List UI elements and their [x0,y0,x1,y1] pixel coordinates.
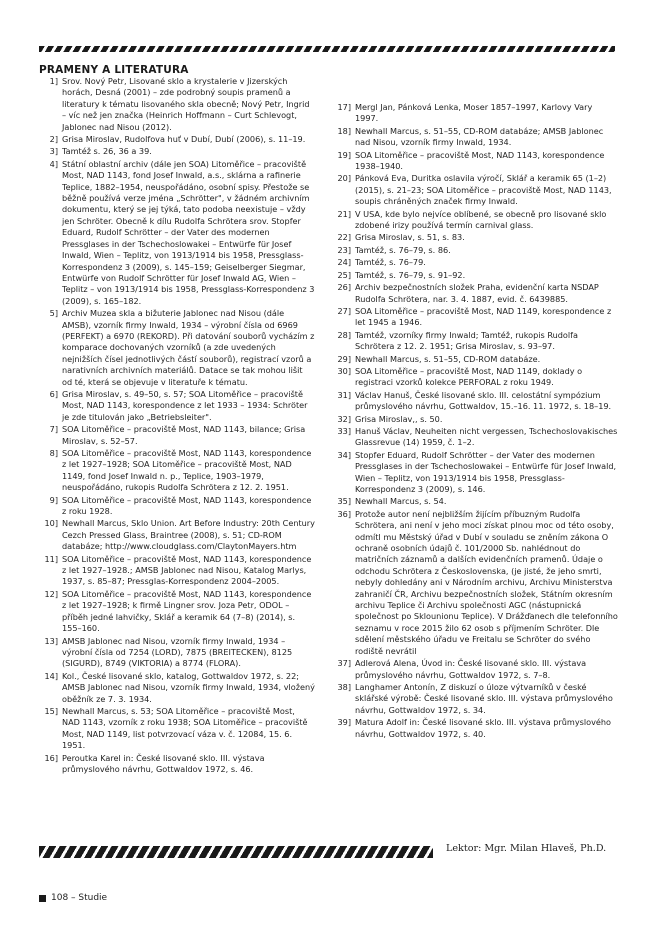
reviewer-credit: Lektor: Mgr. Milan Hlaveš, Ph.D. [446,843,607,854]
reference-text: Tamtéž, vzorníky firmy Inwald; Tamtéž, rukopis Rudolfa Schrötera z 12. 2. 1951; Grisa Miroslav, s. 93–97. [355,329,578,352]
reference-number: 28] [337,329,351,340]
reference-item [332,426,618,449]
reference-item [39,389,315,423]
reference-text: Stopfer Eduard, Rudolf Schrötter – der Vater des modernen Pressglases in der Tschechoslowakei – Entwürfe für Josef Inwald, Wien – Teplitz, von 1913/1914 bis 1958, Pressglass-Korrespondenz 3 (2009), s. 146. [355,449,617,494]
reference-number: 20] [337,173,351,184]
reference-item [39,636,315,670]
reference-item [39,308,315,388]
reference-number: 10] [44,518,58,529]
reference-text: Archiv Muzea skla a bižuterie Jablonec nad Nisou (dále AMSB), vzorník firmy Inwald, 1934 – výrobní čísla od 6969 (PERFEKT) a 6970 (REKORD). Při datování souborů vycházím z komparace dochovaných vzorníků (a zde uvedených nejnižších čísel jednotlivých částí souborů), registrací vzorů a narativních archivních materiálů. Datace se tak mohou lišit od té, která se objevuje v literatuře k tématu. [62,308,315,387]
reference-number: 36] [337,508,351,519]
reference-text: SOA Litoměřice – pracoviště Most, NAD 1143, korespondence z let 1927–1928; SOA Litoměřice – pracoviště Most, NAD 1149, fond Josef Inwald n. p., Teplice, 1903–1979, neuspořádáno, rukopis Rudolfa Schrötera z 12. 2. 1951. [62,448,312,493]
reference-text: Kol., České lisované sklo, katalog, Gottwaldov 1972, s. 22; AMSB Jablonec nad Nisou, vzorník firmy Inwald, 1934, vložený oběžník ze 7. 3. 1934. [62,670,315,704]
reference-item [39,134,315,145]
reference-item [39,706,315,752]
reference-text: Adlerová Alena, Úvod in: České lisované sklo. III. výstava průmyslového návrhu, Gottwaldov 1972, s. 7–8. [355,658,587,680]
reference-number: 14] [44,670,58,681]
reference-number: 12] [44,588,58,599]
reference-text: SOA Litoměřice – pracoviště Most, NAD 1149, korespondence z let 1945 a 1946. [355,305,612,328]
reference-text: Tamtéž, s. 76–79, s. 91–92. [355,269,466,280]
reference-item [39,495,315,518]
reference-item [332,717,618,740]
reference-text: Václav Hanuš, České lisované sklo. III. celostátní sympózium průmyslového návrhu, Gottwaldov, 15.–16. 11. 1972, s. 18–19. [355,389,612,412]
reference-number: 11] [44,553,58,564]
reference-item [332,450,618,496]
reference-number: 25] [337,269,351,280]
reference-number: 3] [49,146,58,157]
references-right-column [332,102,618,741]
reference-item [332,257,618,268]
reference-text: Tamtéž, s. 76–79. [355,257,426,268]
top-decorative-stripe [39,46,615,52]
reference-number: 4] [49,158,58,169]
reference-text: Mergl Jan, Pánková Lenka, Moser 1857–1997, Karlovy Vary 1997. [355,102,593,124]
reference-number: 13] [44,635,58,646]
reference-item [332,150,618,173]
reference-text: Matura Adolf in: České lisované sklo. III. výstava průmyslového návrhu, Gottwaldov 1972, s. 40. [355,717,612,739]
reference-item [332,496,618,507]
reference-text: Grisa Miroslav, s. 51, s. 83. [355,232,465,243]
reference-item [39,671,315,705]
reference-item [332,245,618,256]
reference-text: Grisa Miroslav,, s. 50. [355,413,443,424]
reference-number: 8] [49,448,58,458]
reference-text: Protože autor není nejbližším žijícím příbuzným Rudolfa Schrötera, ani není v jeho moci získat plnou moc od této osoby, odmítl mu Městský úřad v Dubí v souladu se zněním zákona O ochraně osobních údajů č. 101/2000 Sb. nahlédnout do matričních záznamů a dalších evidenčních pramenů. Údaje o odchodu Schrötera z Československa, (je jisté, že jeho smrti, nebyly dohledány ani v Národním archivu, Archivu Ministerstva zahraničí ČR, Archivu bezpečnostních složek, Státním okresním archivu Teplice či Archivu společnosti AGC (nástupnická společnost po Sklounionu Teplice). V Drážďanech dle telefonního seznamu v roce 2015 žilo 62 osob s příjmením Schröter. Dle sdělení městského úřadu ve Freitalu se Schröter do svého rodiště nevrátil [355,508,618,656]
reference-item [39,159,315,307]
reference-number: 37] [337,658,351,669]
reference-text: Tamtéž s. 26, 36 a 39. [62,146,152,157]
reference-item [332,658,618,681]
reference-number: 21] [337,208,351,219]
reference-item [332,282,618,305]
reference-text: Newhall Marcus, s. 54. [355,496,447,507]
reference-number: 1] [49,76,58,86]
reference-text: Tamtéž, s. 76–79, s. 86. [355,244,451,255]
reference-item [332,330,618,353]
reference-text: Peroutka Karel in: České lisované sklo. III. výstava průmyslového návrhu, Gottwaldov 1972, s. 46. [62,752,265,774]
page-number-label: 108 – Studie [51,893,108,903]
reference-number: 9] [49,494,58,505]
reference-number: 5] [49,308,58,319]
reference-number: 35] [337,496,351,507]
reference-item [39,518,315,552]
reference-item [39,448,315,494]
reference-item [332,232,618,243]
reference-text: AMSB Jablonec nad Nisou, vzorník firmy Inwald, 1934 – výrobní čísla od 7254 (LORD), 7875 (BREITECKEN), 8125 (SIGURD), 8749 (VIKTORIA) a 8774 (FLORA). [62,635,293,669]
reference-item [332,682,618,716]
page-footer [39,893,107,903]
reference-number: 29] [337,353,351,364]
reference-number: 33] [337,425,351,436]
reference-text: SOA Litoměřice – pracoviště Most, NAD 1143, bilance; Grisa Miroslav, s. 52–57. [62,424,306,446]
reference-number: 27] [337,305,351,316]
bottom-decorative-stripe [39,846,433,858]
reference-text: Grisa Miroslav, s. 49–50, s. 57; SOA Litoměřice – pracoviště Most, NAD 1143, korespondence z let 1933 – 1934: Schröter je zde titulován jako „Betriebsleiter". [62,388,308,422]
reference-number: 26] [337,282,351,293]
reference-number: 18] [337,125,351,136]
reference-number: 32] [337,413,351,424]
reference-item [332,173,618,207]
reference-item [39,753,315,776]
reference-text: SOA Litoměřice – pracoviště Most, NAD 1143, korespondence z roku 1928. [62,494,312,517]
reference-number: 39] [337,717,351,728]
reference-text: SOA Litoměřice – pracoviště Most, NAD 1143, korespondence 1938–1940. [355,149,605,172]
square-marker-icon [39,895,46,902]
reference-number: 23] [337,244,351,255]
reference-text: Srov. Nový Petr, Lisované sklo a krystalerie v Jizerských horách, Desná (2001) – zde podrobný soupis pramenů a literatury k tématu lisovaného skla obecně; Nový Petr, Ingrid – víc než jen značka (Heinrich Hoffmann – Curt Schlevogt, Jablonec nad Nisou (2012). [62,76,310,132]
reference-number: 2] [49,134,58,145]
reference-number: 24] [337,257,351,268]
reference-item [39,589,315,635]
reference-number: 30] [337,365,351,376]
reference-text: SOA Litoměřice – pracoviště Most, NAD 1149, doklady o registraci vzorků kolekce PERFORAL z roku 1949. [355,365,583,388]
reference-text: Archiv bezpečnostních složek Praha, evidenční karta NSDAP Rudolfa Schrötera, nar. 3. 4. 1887, evid. č. 6439885. [355,282,599,304]
reference-number: 17] [337,102,351,112]
reference-item [332,306,618,329]
reference-item [39,76,315,133]
reference-item [332,390,618,413]
reference-item [332,102,618,125]
reference-number: 16] [44,752,58,763]
section-heading: PRAMENY A LITERATURA [39,64,189,76]
reference-text: V USA, kde bylo nejvíce oblíbené, se obecně pro lisované sklo zdobené irizy používá termín carnival glass. [355,208,607,231]
reference-item [332,414,618,425]
reference-item [332,509,618,657]
reference-text: Grisa Miroslav, Rudolfova huť v Dubí, Dubí (2006), s. 11–19. [62,134,306,145]
reference-number: 15] [44,705,58,716]
reference-text: Státní oblastní archiv (dále jen SOA) Litoměřice – pracoviště Most, NAD 1143, fond Josef Inwald, a.s., sklárna a rafinerie Teplice, 1882–1954, neuspořádáno, osobní spisy. Přestože se běžně používá verze jména „Schrötter", v žádném archivním dokumentu, který se jej týká, tato podoba neexistuje – vždy jen Schröter. Obecně k dílu Rudolfa Schrötera srov. Stopfer Eduard, Rudolf Schrötter – der Vater des modernen Pressglases in der Tschechoslowakei – Entwürfe für Josef Inwald, Wien – Teplitz, von 1913/1914 bis 1958, Pressglass-Korrespondenz 3 (2009), s. 145–159; Geiselberger Siegmar, Entwürfe von Rudolf Schrötter für Josef Inwald AG, Wien – Teplitz – von 1913/1914 bis 1958, Pressglass-Korrespondenz 3 (2009), s. 165–182. [62,158,315,306]
reference-item [39,146,315,157]
reference-text: Newhall Marcus, s. 51–55, CD-ROM databáze. [355,353,541,364]
reference-number: 19] [337,149,351,160]
reference-item [39,554,315,588]
reference-item [332,366,618,389]
reference-item [332,354,618,365]
reference-item [39,424,315,447]
reference-text: Langhamer Antonín, Z diskuzí o úloze výtvarníků v české sklářské výrobě: České lisované sklo. III. výstava průmyslového návrhu, Gottwaldov 1972, s. 34. [355,681,613,715]
reference-text: Newhall Marcus, s. 53; SOA Litoměřice – pracoviště Most, NAD 1143, vzorník z roku 1938; SOA Litoměřice – pracoviště Most, NAD 1149, list potvrzovací váza v. č. 12084, 15. 6. 1951. [62,705,308,751]
reference-number: 38] [337,681,351,692]
reference-number: 7] [49,424,58,435]
reference-text: Pánková Eva, Duritka oslavila výročí, Sklář a keramik 65 (1–2) (2015), s. 21–23; SOA Litoměřice – pracoviště Most, NAD 1143, soupis chráněných značek firmy Inwald. [355,173,612,207]
references-left-column [39,76,315,776]
reference-text: Hanuš Václav, Neuheiten nicht vergessen, Tschechoslovakisches Glassrevue (14) 1959, č. 1–2. [355,425,618,448]
reference-number: 31] [337,389,351,400]
reference-text: Newhall Marcus, Sklo Union. Art Before Industry: 20th Century Cezch Pressed Glass, Braintree (2008), s. 51; CD-ROM databáze; http://www.cloudglass.com/ClaytonMayers.htm [62,518,315,552]
reference-number: 34] [337,449,351,460]
reference-text: SOA Litoměřice – pracoviště Most, NAD 1143, korespondence z let 1927–1928; k firmě Lingner srov. Joza Petr, ODOL – příběh jedné lahvičky, Sklář a keramik 64 (7–8) (2014), s. 155–160. [62,588,312,634]
reference-item [332,126,618,149]
reference-text: Newhall Marcus, s. 51–55, CD-ROM databáze; AMSB Jablonec nad Nisou, vzorník firmy Inwald, 1934. [355,125,604,148]
reference-item [332,270,618,281]
reference-text: SOA Litoměřice – pracoviště Most, NAD 1143, korespondence z let 1927–1928.; AMSB Jablonec nad Nisou, Katalog Marlys, 1937, s. 85–87; Pressglas-Korrespondenz 2004–2005. [62,553,312,587]
reference-item [332,209,618,232]
reference-number: 6] [49,388,58,399]
reference-number: 22] [337,232,351,243]
